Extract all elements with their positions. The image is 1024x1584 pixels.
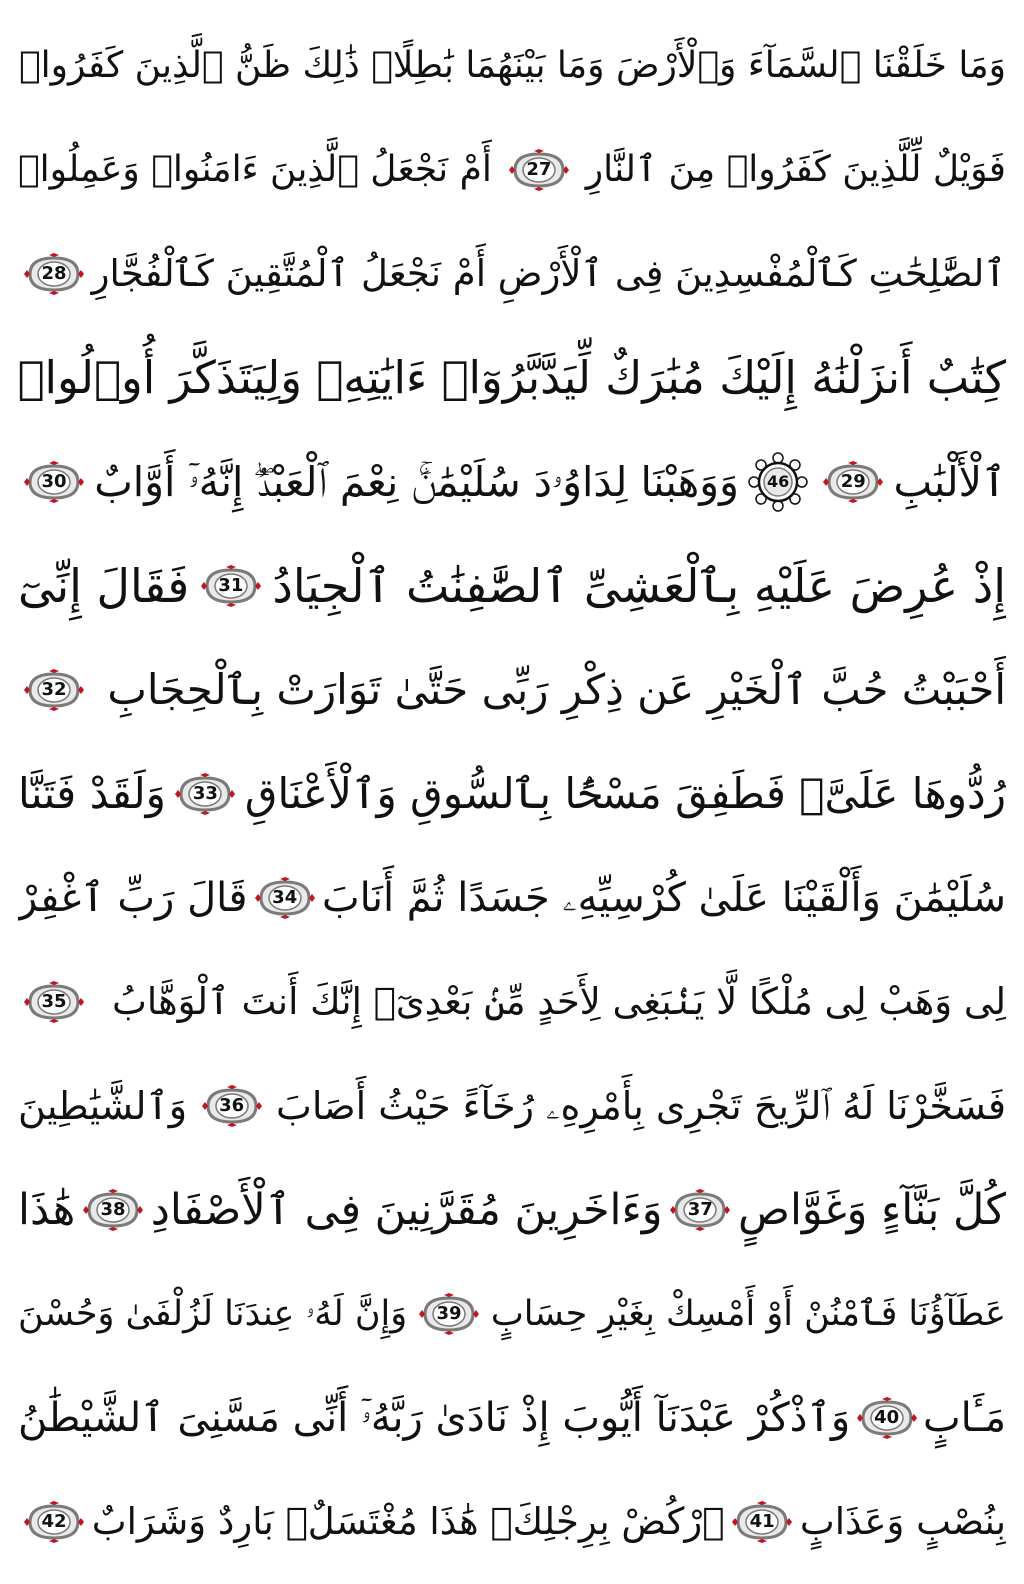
ayah-number-marker xyxy=(201,564,261,608)
text-line xyxy=(18,1158,1006,1262)
ayah-number-marker xyxy=(202,1084,262,1128)
ayah-number-marker xyxy=(670,1188,730,1232)
ayah-number-marker xyxy=(857,1396,917,1440)
verse-text: قَالَ رَبِّ ٱغْفِرْ xyxy=(18,875,248,921)
text-line xyxy=(18,742,1006,846)
text-line xyxy=(18,534,1006,638)
ayah-number-marker xyxy=(823,460,883,504)
verse-text: وَمَا خَلَقْنَا ٱلسَّمَآءَ وَٱلْأَرْضَ وَمَا بَيْنَهُمَا بَٰطِلًاۚ ذَٰلِكَ ظَنُّ ٱلَّذِينَ كَفَرُوا۟ xyxy=(19,45,1006,86)
ayah-number: 42 xyxy=(41,1511,67,1532)
text-line xyxy=(18,222,1006,326)
text-line xyxy=(18,1262,1006,1366)
text-line xyxy=(18,950,1006,1054)
verse-text: ٱلْأَلْبَٰبِ xyxy=(893,458,1006,506)
verse-text: بِنُصْبٍ وَعَذَابٍ xyxy=(799,1500,1006,1543)
verse-text: فَسَخَّرْنَا لَهُ ٱلرِّيحَ تَجْرِى بِأَمْرِهِۦ رُخَآءً حَيْثُ أَصَابَ xyxy=(276,1084,1006,1128)
ayah-number: 29 xyxy=(840,471,866,492)
verse-text: هَٰذَا xyxy=(18,1185,76,1235)
verse-text: لِى وَهَبْ لِى مُلْكًا لَّا يَنۢبَغِى لِأَحَدٍ مِّنۢ بَعْدِىٓۖ إِنَّكَ أَنتَ ٱلْوَهَّابُ xyxy=(112,980,1006,1023)
ayah-number-marker xyxy=(255,876,315,920)
ayah-number: 41 xyxy=(749,1511,775,1532)
text-line xyxy=(18,1054,1006,1158)
text-line xyxy=(18,1470,1006,1574)
verse-text: ٱرْكُضْ بِرِجْلِكَۖ هَٰذَا مُغْتَسَلٌۢ بَارِدٌ وَشَرَابٌ xyxy=(91,1500,725,1543)
verse-text: أَمْ نَجْعَلُ ٱلَّذِينَ ءَامَنُوا۟ وَعَمِلُوا۟ xyxy=(18,149,492,190)
text-line xyxy=(18,638,1006,742)
ayah-number: 36 xyxy=(219,1095,245,1116)
verse-text: وَإِنَّ لَهُۥ عِندَنَا لَزُلْفَىٰ وَحُسْنَ xyxy=(18,1294,408,1334)
ayah-number-marker xyxy=(24,252,84,296)
verse-text: مَـَٔابٍ xyxy=(923,1395,1006,1441)
verse-text: عَطَآؤُنَا فَٱمْنُنْ أَوْ أَمْسِكْ بِغَيْرِ حِسَابٍ xyxy=(490,1294,1006,1334)
ayah-number: 28 xyxy=(41,263,67,284)
ayah-number: 30 xyxy=(41,471,67,492)
ayah-number-marker xyxy=(509,148,569,192)
verse-text: كُلَّ بَنَّآءٍ وَغَوَّاصٍ xyxy=(737,1185,1006,1235)
verse-text: ٱلصَّٰلِحَٰتِ كَٱلْمُفْسِدِينَ فِى ٱلْأَرْضِ أَمْ نَجْعَلُ ٱلْمُتَّقِينَ كَٱلْفُجَّارِ xyxy=(91,252,1006,295)
verse-text: وَوَهَبْنَا لِدَاوُۥدَ سُلَيْمَٰنَۚ نِعْمَ ٱلْعَبْدُۖ إِنَّهُۥٓ أَوَّابٌ xyxy=(94,458,739,506)
verse-text: وَءَاخَرِينَ مُقَرَّنِينَ فِى ٱلْأَصْفَادِ xyxy=(150,1185,663,1235)
ayah-number: 34 xyxy=(272,887,298,908)
verse-text: أَحْبَبْتُ حُبَّ ٱلْخَيْرِ عَن ذِكْرِ رَبِّى حَتَّىٰ تَوَارَتْ بِٱلْحِجَابِ xyxy=(107,665,1006,714)
ayah-number: 32 xyxy=(41,679,67,700)
ayah-number: 38 xyxy=(100,1199,126,1220)
ayah-number: 40 xyxy=(874,1407,900,1428)
ayah-number: 27 xyxy=(526,159,552,180)
ayah-number-marker xyxy=(24,1500,84,1544)
ayah-number: 33 xyxy=(192,783,218,804)
verse-text: كِتَٰبٌ أَنزَلْنَٰهُ إِلَيْكَ مُبَٰرَكٌ لِّيَدَّبَّرُوٓا۟ ءَايَٰتِهِۦ وَلِيَتَذَكَّرَ أُو۟لُوا۟ xyxy=(18,351,1006,404)
text-line xyxy=(18,430,1006,534)
verse-text: وَلَقَدْ فَتَنَّا xyxy=(18,769,166,818)
ayah-number: 35 xyxy=(41,991,67,1012)
text-line xyxy=(18,118,1006,222)
ayah-number: 37 xyxy=(687,1199,713,1220)
ayah-number-marker xyxy=(24,980,84,1024)
text-line xyxy=(18,14,1006,118)
verse-text: وَٱذْكُرْ عَبْدَنَآ أَيُّوبَ إِذْ نَادَىٰ رَبَّهُۥٓ أَنِّى مَسَّنِىَ ٱلشَّيْطَٰنُ xyxy=(18,1395,851,1441)
ayah-number-marker xyxy=(83,1188,143,1232)
hizb-marker xyxy=(747,451,809,513)
text-line xyxy=(18,846,1006,950)
hizb-number: 46 xyxy=(766,472,790,491)
ayah-number-marker xyxy=(419,1292,479,1336)
verse-text: سُلَيْمَٰنَ وَأَلْقَيْنَا عَلَىٰ كُرْسِيِّهِۦ جَسَدًا ثُمَّ أَنَابَ xyxy=(321,875,1006,921)
ayah-number: 39 xyxy=(436,1303,462,1324)
ayah-number-marker xyxy=(732,1500,792,1544)
ayah-number: 31 xyxy=(218,575,244,596)
text-line xyxy=(18,326,1006,430)
verse-text: فَقَالَ إِنِّىٓ xyxy=(18,559,190,613)
verse-text: فَوَيْلٌ لِّلَّذِينَ كَفَرُوا۟ مِنَ ٱلنَّارِ xyxy=(585,149,1006,190)
verse-text: إِذْ عُرِضَ عَلَيْهِ بِٱلْعَشِىِّ ٱلصَّٰفِنَٰتُ ٱلْجِيَادُ xyxy=(272,559,1006,613)
ayah-number-marker xyxy=(175,772,235,816)
verse-text: وَٱلشَّيَٰطِينَ xyxy=(18,1084,188,1128)
ayah-number-marker xyxy=(24,668,84,712)
ayah-number-marker xyxy=(24,460,84,504)
text-line xyxy=(18,1366,1006,1470)
verse-text: رُدُّوهَا عَلَىَّۖ فَطَفِقَ مَسْحًۢا بِٱلسُّوقِ وَٱلْأَعْنَاقِ xyxy=(244,769,1006,818)
